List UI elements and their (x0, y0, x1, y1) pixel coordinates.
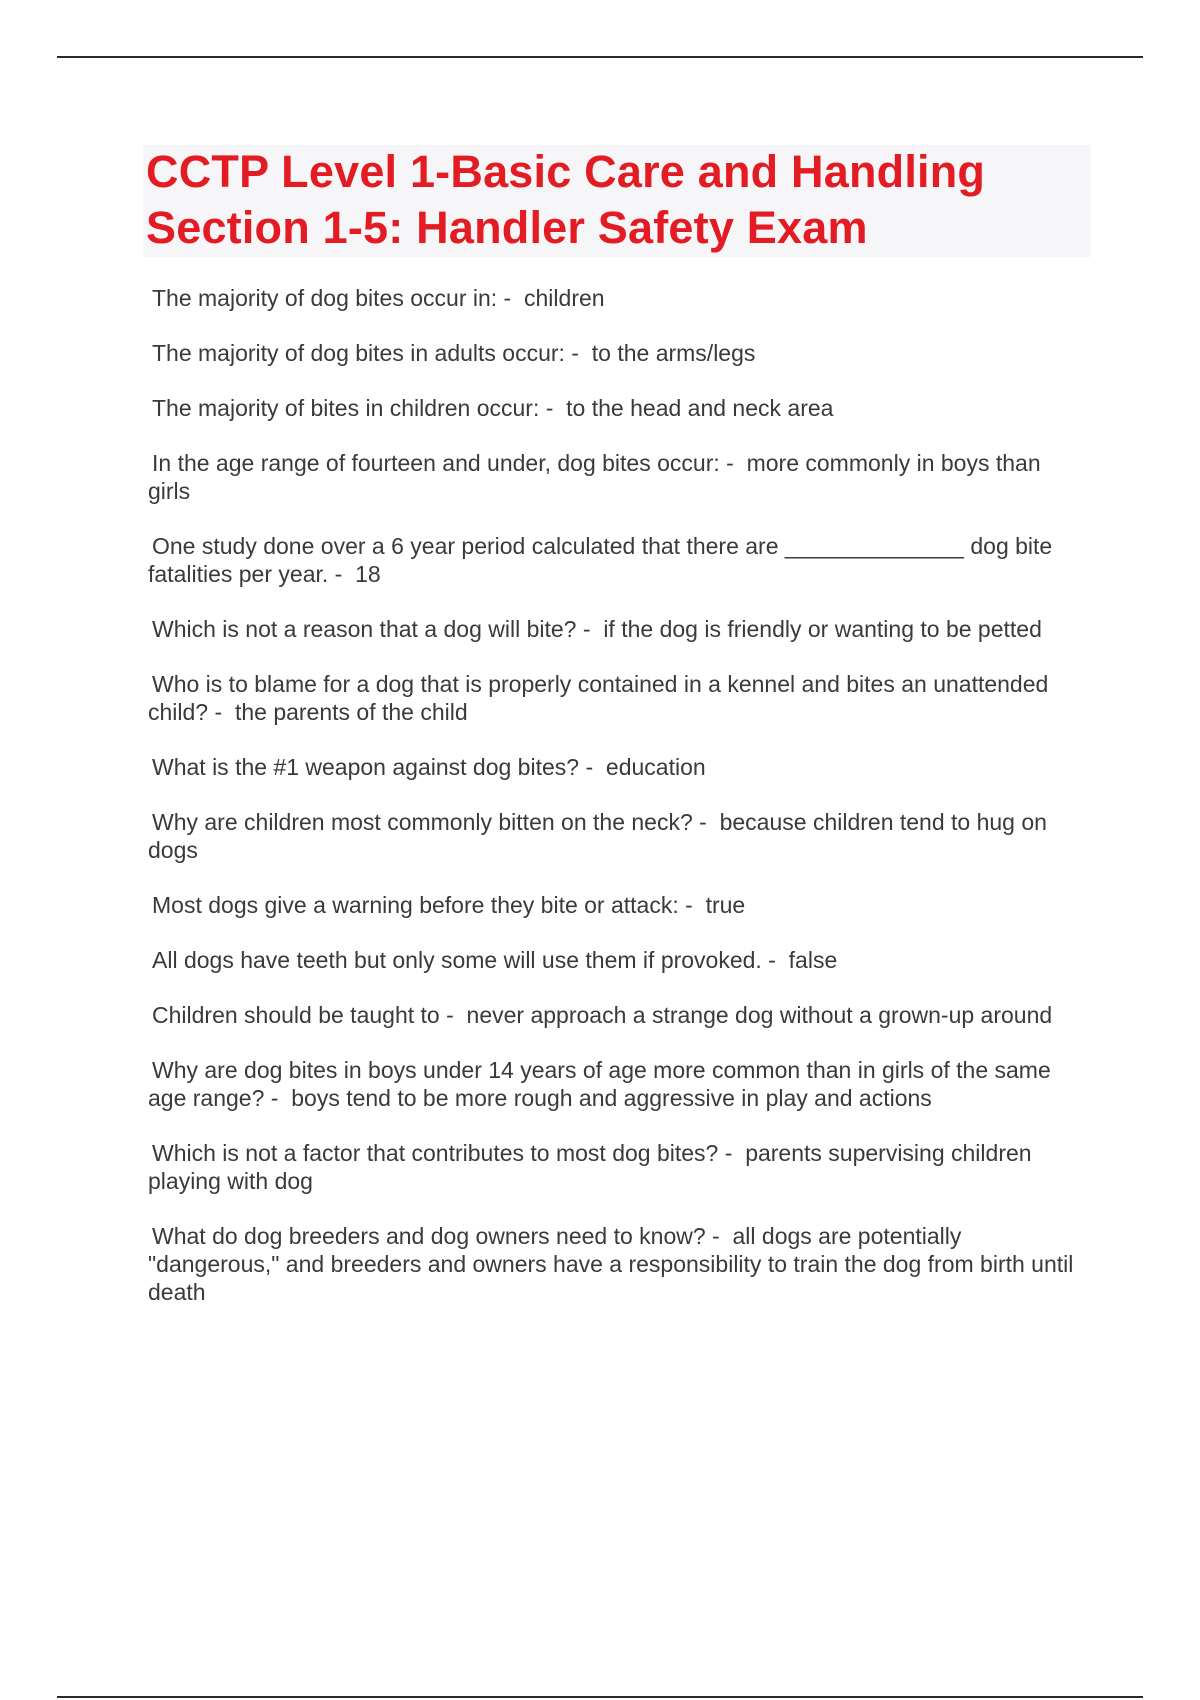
separator: - (718, 1140, 746, 1166)
separator: - (564, 340, 592, 366)
qa-item (148, 808, 1088, 864)
answer-text: parents supervising children playing with dog (148, 1140, 1032, 1194)
question-text: Why are children most commonly bitten on the neck? (152, 809, 693, 835)
question-text: Children should be taught to (152, 1002, 440, 1028)
separator: - (719, 450, 747, 476)
question-text: One study done over a 6 year period calculated that there are ______________ dog bite fatalities per year. (148, 533, 1053, 587)
qa-item (148, 532, 1088, 588)
question-text: Which is not a reason that a dog will bite? (152, 616, 577, 642)
separator: - (208, 699, 235, 725)
question-answer-list (148, 284, 1088, 1333)
qa-item (148, 753, 1088, 781)
top-rule (57, 56, 1143, 58)
qa-item (148, 449, 1088, 505)
document-title (146, 144, 985, 256)
answer-text: true (705, 892, 746, 918)
question-text: Most dogs give a warning before they bite or attack: (152, 892, 679, 918)
separator: - (497, 285, 525, 311)
qa-item (148, 946, 1088, 974)
separator: - (579, 754, 606, 780)
separator: - (539, 395, 567, 421)
answer-text: never approach a strange dog without a grown-up around (466, 1002, 1053, 1028)
question-text: Who is to blame for a dog that is properly contained in a kennel and bites an unattended child? (148, 671, 1049, 725)
question-text: In the age range of fourteen and under, dog bites occur: (152, 450, 720, 476)
title-line-2: Section 1-5: Handler Safety Exam (146, 202, 868, 253)
bottom-rule (57, 1696, 1143, 1698)
answer-text: 18 (355, 561, 381, 587)
question-text: What is the #1 weapon against dog bites? (152, 754, 580, 780)
answer-text: all dogs are potentially "dangerous," and breeders and owners have a responsibility to train the dog from birth until death (148, 1223, 1074, 1305)
question-text: The majority of dog bites occur in: (152, 285, 498, 311)
question-text: The majority of dog bites in adults occur: (152, 340, 565, 366)
answer-text: education (605, 754, 706, 780)
question-text: Why are dog bites in boys under 14 years of age more common than in girls of the same age range? (148, 1057, 1051, 1111)
qa-item (148, 615, 1088, 643)
answer-text: children (524, 285, 605, 311)
answer-text: if the dog is friendly or wanting to be petted (603, 616, 1042, 642)
question-text: Which is not a factor that contributes to most dog bites? (152, 1140, 719, 1166)
answer-text: false (788, 947, 838, 973)
qa-item (148, 1222, 1088, 1306)
qa-item (148, 284, 1088, 312)
separator: - (692, 809, 720, 835)
qa-item (148, 891, 1088, 919)
question-text: All dogs have teeth but only some will use them if provoked. (152, 947, 762, 973)
answer-text: to the arms/legs (591, 340, 756, 366)
answer-text: the parents of the child (234, 699, 468, 725)
title-line-1: CCTP Level 1-Basic Care and Handling (146, 146, 986, 197)
separator: - (264, 1085, 292, 1111)
qa-item (148, 1139, 1088, 1195)
qa-item (148, 394, 1088, 422)
separator: - (576, 616, 604, 642)
separator: - (439, 1002, 467, 1028)
question-text: What do dog breeders and dog owners need to know? (152, 1223, 706, 1249)
answer-text: boys tend to be more rough and aggressive in play and actions (291, 1085, 932, 1111)
question-text: The majority of bites in children occur: (152, 395, 540, 421)
answer-text: to the head and neck area (566, 395, 834, 421)
separator: - (328, 561, 356, 587)
qa-item (148, 1056, 1088, 1112)
separator: - (705, 1223, 733, 1249)
answer-text: more commonly in boys than girls (148, 450, 1041, 504)
qa-item (148, 339, 1088, 367)
qa-item (148, 670, 1088, 726)
qa-item (148, 1001, 1088, 1029)
separator: - (678, 892, 706, 918)
answer-text: because children tend to hug on dogs (148, 809, 1047, 863)
separator: - (761, 947, 789, 973)
